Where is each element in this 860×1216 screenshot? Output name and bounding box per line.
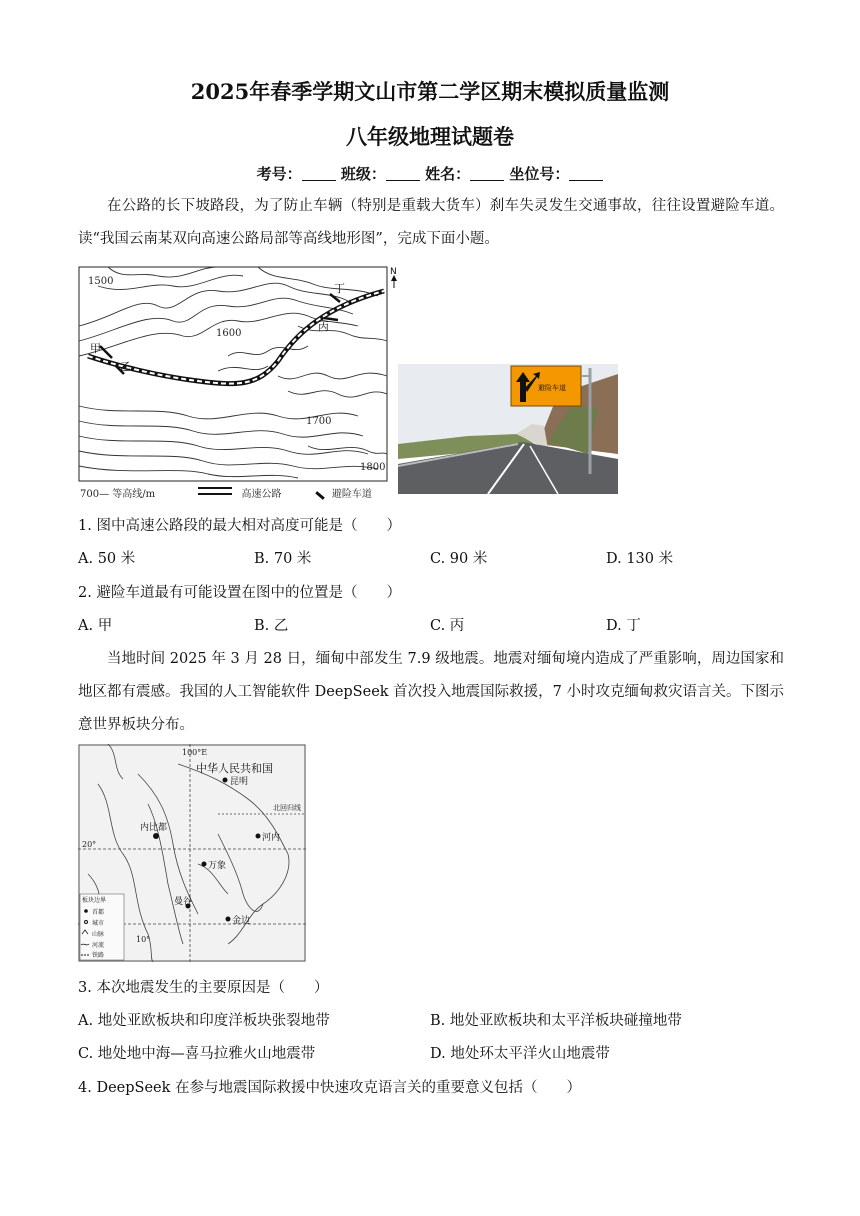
q2-option-b[interactable]: B. 乙 (254, 618, 289, 634)
lat-20-label: 20° (82, 840, 97, 849)
escape-lane-photo (398, 364, 618, 494)
class-label: 班级： (340, 165, 386, 183)
phnompenh-label: 金边 (232, 916, 251, 926)
exam-no-label: 考号： (256, 165, 302, 183)
question-1-stem: 1. 图中高速公路段的最大相对高度可能是（ ） (78, 518, 401, 534)
seat-label: 坐位号： (509, 165, 570, 183)
china-label: 中华人民共和国 (196, 762, 273, 775)
vientiane-label: 万象 (208, 861, 227, 871)
map-legend-city: 城市 (92, 920, 105, 927)
map-legend-railway: 铁路 (92, 952, 105, 959)
q3-option-b[interactable]: B. 地处亚欧板块和太平洋板块碰撞地带 (430, 1013, 682, 1029)
escape-lane-legend-icon (315, 491, 325, 500)
contour-label-1800: 1800 (360, 462, 386, 473)
intro-paragraph-2: 当地时间 2025 年 3 月 28 日，缅甸中部发生 7.9 级地震。地震对缅甸境内造成了严重影响，周边国家和地区都有震感。我国的人工智能软件 DeepSeek 首次投入地震国际救援，7 小时攻克缅甸救灾语言关。下图示意世界板块分布。 (78, 651, 785, 733)
map-legend-capital: 首都 (92, 909, 105, 916)
map-legend-title: 板块边界 (82, 897, 107, 904)
legend-escape-lane: 避险车道 (331, 489, 372, 500)
sign-text: 避险车道 (538, 384, 566, 392)
escape-lane-photo-image (398, 364, 618, 494)
q2-option-c[interactable]: C. 丙 (430, 618, 465, 634)
hanoi-label: 河内 (262, 833, 281, 843)
contour-label-1700: 1700 (306, 416, 332, 427)
north-label: N (390, 267, 397, 277)
question-3-stem: 3. 本次地震发生的主要原因是（ ） (78, 980, 329, 996)
q3-option-d[interactable]: D. 地处环太平洋火山地震带 (430, 1046, 610, 1062)
question-2-stem: 2. 避险车道最有可能设置在图中的位置是（ ） (78, 585, 401, 601)
q1-option-d[interactable]: D. 130 米 (606, 551, 674, 567)
highway-legend-icon (198, 487, 232, 495)
contour-label-1500: 1500 (88, 276, 114, 287)
q3-option-c[interactable]: C. 地处地中海—喜马拉雅火山地震带 (78, 1046, 316, 1062)
name-blank[interactable] (470, 166, 504, 181)
contour-map (78, 266, 400, 498)
lat-10-label: 10° (136, 935, 151, 944)
bangkok-label: 曼谷 (174, 897, 193, 907)
lon-100-label: 100°E (182, 748, 208, 757)
paper-subtitle: 八年级地理试题卷 (346, 124, 514, 149)
q3-option-a[interactable]: A. 地处亚欧板块和印度洋板块张裂地带 (78, 1013, 330, 1029)
seat-blank[interactable] (569, 166, 603, 181)
label-jia: 甲 (90, 342, 101, 355)
intro-paragraph-1: 在公路的长下坡路段，为了防止车辆（特别是重载大货车）刹车失灵发生交通事故，往往设置避险车道。读“我国云南某双向高速公路局部等高线地形图”，完成下面小题。 (78, 198, 784, 247)
name-label: 姓名： (425, 165, 471, 183)
paper-title: 2025年春季学期文山市第二学区期末模拟质量监测 (190, 79, 670, 104)
label-yi: 乙 (120, 360, 131, 373)
contour-label-1600: 1600 (216, 328, 242, 339)
legend-highway: 高速公路 (241, 489, 282, 500)
q1-option-a[interactable]: A. 50 米 (78, 551, 136, 567)
class-blank[interactable] (386, 166, 420, 181)
q2-option-a[interactable]: A. 甲 (78, 618, 113, 634)
student-info-line (0, 163, 860, 184)
q1-option-c[interactable]: C. 90 米 (430, 551, 488, 567)
contour-legend (80, 485, 372, 500)
question-4-stem: 4. DeepSeek 在参与地震国际救援中快速攻克语言关的重要意义包括（ ） (78, 1080, 582, 1096)
label-ding: 丁 (334, 282, 345, 295)
map-legend-mountain: 山脉 (92, 931, 105, 938)
legend-contour: 700— 等高线/m (80, 489, 156, 500)
exam-no-blank[interactable] (302, 166, 336, 181)
naypyidaw-label: 内比都 (140, 823, 168, 833)
contour-map-figure (78, 266, 400, 498)
map-legend-river: 河流 (92, 942, 105, 949)
q2-option-d[interactable]: D. 丁 (606, 618, 641, 634)
plate-map (78, 744, 306, 962)
tropic-label: 北回归线 (273, 804, 301, 812)
plate-map-figure (78, 744, 306, 962)
kunming-label: 昆明 (230, 777, 249, 787)
label-bing: 丙 (318, 320, 329, 333)
q1-option-b[interactable]: B. 70 米 (254, 551, 312, 567)
